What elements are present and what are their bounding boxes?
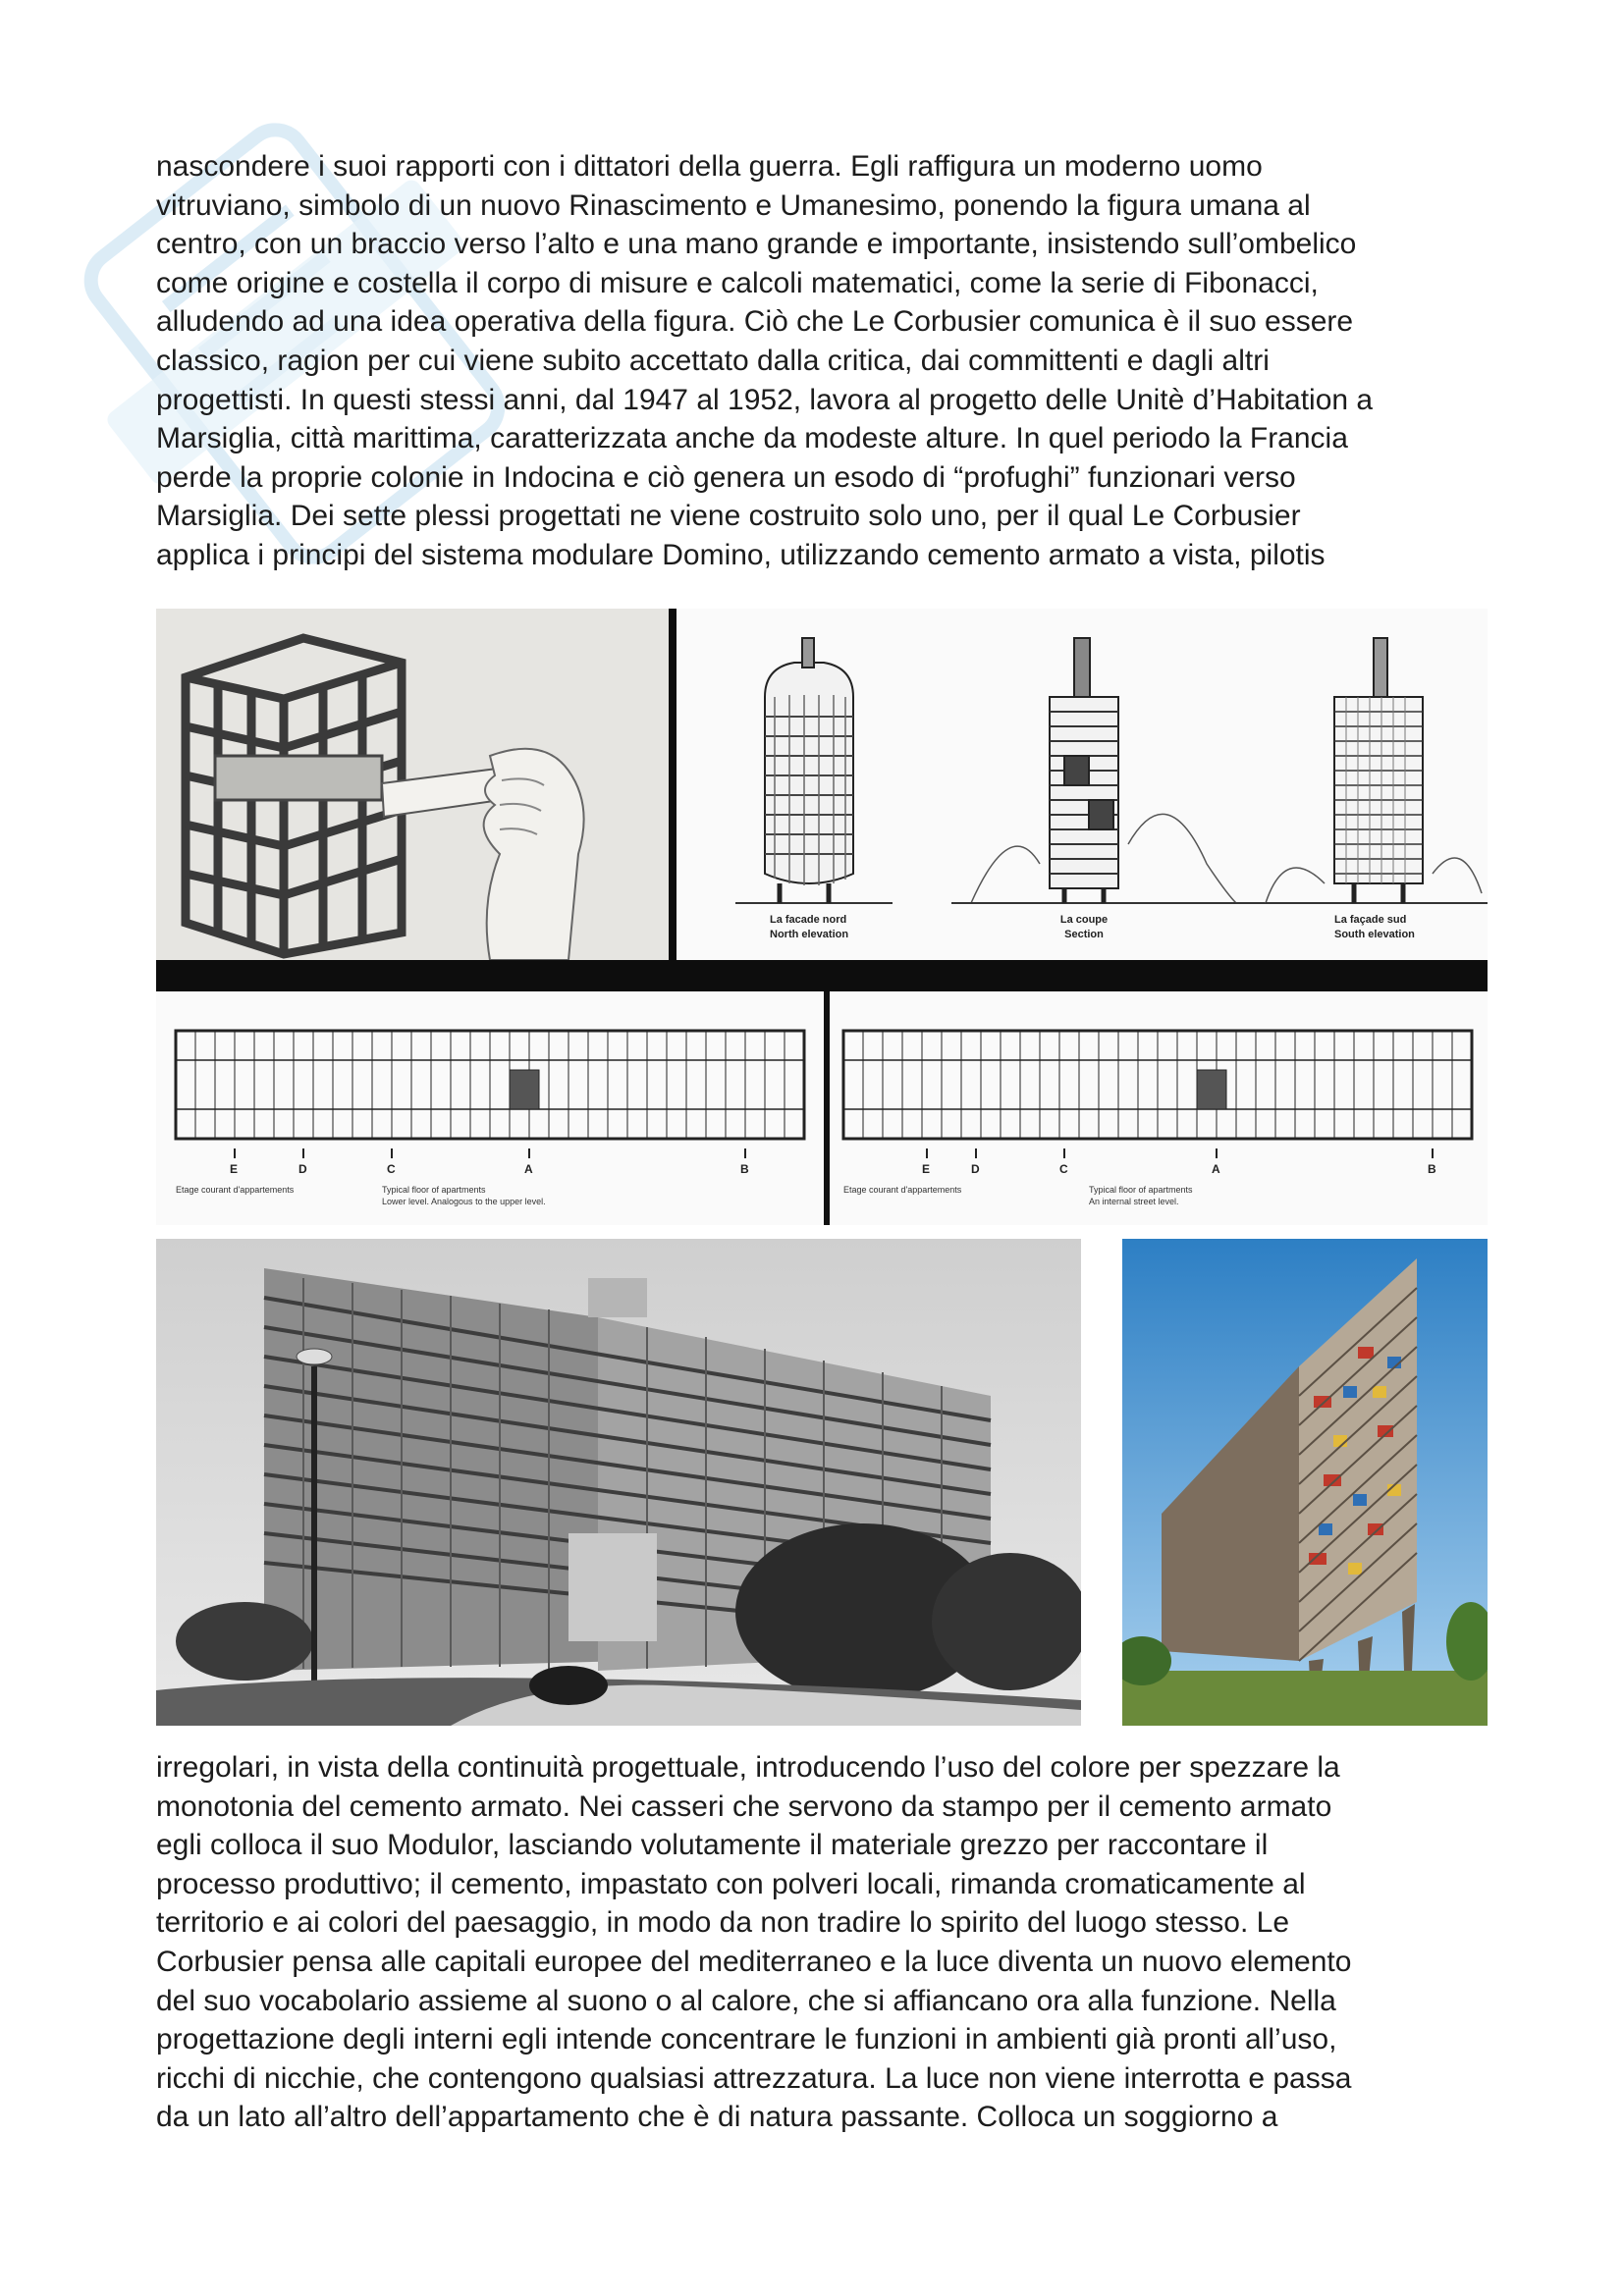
- text-line: alludendo ad una idea operativa della figura. Ciò che Le Corbusier comunica è il suo essere: [156, 305, 1354, 339]
- figure-band: [156, 960, 1488, 991]
- plan-left-caption-2: Typical floor of apartments: [382, 1185, 486, 1195]
- elevations-drawing: [677, 609, 1488, 960]
- text-line: progettisti. In questi stessi anni, dal 1947 al 1952, lavora al progetto delle Unitè d’Habitation a: [156, 383, 1374, 416]
- caption-section-en: Section: [1064, 929, 1104, 940]
- text-line: ricchi di nicchie, che contengono qualsiasi attrezzatura. La luce non viene interrotta e passa: [156, 2061, 1352, 2095]
- caption-south-fr: La façade sud: [1334, 914, 1407, 926]
- text-line: Marsiglia, città marittima, caratterizzata anche da modeste alture. In quel periodo la Francia: [156, 422, 1348, 455]
- plan-right-caption-1: Etage courant d'appartements: [843, 1185, 962, 1195]
- text-line: da un lato all’altro dell’appartamento che è di natura passante. Colloca un soggiorno a: [156, 2101, 1278, 2134]
- text-line: vitruviano, simbolo di un nuovo Rinascimento e Umanesimo, ponendo la figura umana al: [156, 188, 1311, 222]
- text-line: classico, ragion per cui viene subito accettato dalla critica, dai committenti e dagli altri: [156, 344, 1270, 377]
- paragraph-bottom: [156, 1748, 1491, 2137]
- model-photo: [156, 609, 669, 960]
- text-line: centro, con un braccio verso l’alto e una mano grande e importante, insistendo sull’ombelico: [156, 228, 1357, 261]
- building-photo-color: [1122, 1239, 1488, 1726]
- text-line: irregolari, in vista della continuità progettuale, introducendo l’uso del colore per spezzare la: [156, 1751, 1340, 1784]
- building-photo-bw: [156, 1239, 1081, 1726]
- text-line: processo produttivo; il cemento, impastato con polveri locali, rimanda cromaticamente al: [156, 1867, 1306, 1900]
- text-line: Marsiglia. Dei sette plessi progettati ne viene costruito solo uno, per il qual Le Corbusier: [156, 500, 1301, 533]
- text-line: territorio e ai colori del paesaggio, in modo da non tradire lo spirito del luogo stesso. Le: [156, 1906, 1290, 1940]
- caption-south-en: South elevation: [1334, 929, 1415, 940]
- caption-north-fr: La facade nord: [770, 914, 847, 926]
- floor-plans: [156, 991, 1488, 1225]
- plan-left-caption-3: Lower level. Analogous to the upper level.: [382, 1197, 546, 1206]
- text-line: Corbusier pensa alle capitali europee del mediterraneo e la luce diventa un nuovo elemento: [156, 1945, 1352, 1978]
- text-line: monotonia del cemento armato. Nei casseri che servono da stampo per il cemento armato: [156, 1789, 1332, 1823]
- text-line: nascondere i suoi rapporti con i dittatori della guerra. Egli raffigura un moderno uomo: [156, 150, 1263, 183]
- axis-label-b-left: B: [740, 1162, 749, 1176]
- axis-label-d-left: D: [298, 1162, 307, 1176]
- plan-right-caption-3: An internal street level.: [1089, 1197, 1179, 1206]
- plan-right-caption-2: Typical floor of apartments: [1089, 1185, 1193, 1195]
- axis-label-a-left: A: [524, 1162, 533, 1176]
- axis-label-e-right: E: [922, 1162, 931, 1176]
- text-line: perde la proprie colonie in Indocina e ciò genera un esodo di “profughi” funzionari verso: [156, 460, 1296, 494]
- paragraph-top: [156, 147, 1491, 575]
- axis-label-a-right: A: [1212, 1162, 1220, 1176]
- caption-north-en: North elevation: [770, 929, 849, 940]
- text-line: come origine e costella il corpo di misure e calcoli matematici, come la serie di Fibonacci,: [156, 266, 1319, 299]
- axis-label-c-left: C: [387, 1162, 396, 1176]
- axis-label-c-right: C: [1059, 1162, 1068, 1176]
- text-line: applica i principi del sistema modulare Domino, utilizzando cemento armato a vista, pilotis: [156, 538, 1326, 571]
- axis-label-e-left: E: [230, 1162, 239, 1176]
- text-line: del suo vocabolario assieme al suono o al calore, che si affiancano ora alla funzione. Nella: [156, 1984, 1336, 2017]
- figure-divider: [669, 609, 677, 960]
- text-line: egli colloca il suo Modulor, lasciando volutamente il materiale grezzo per raccontare il: [156, 1829, 1269, 1862]
- axis-label-d-right: D: [971, 1162, 980, 1176]
- axis-label-b-right: B: [1428, 1162, 1436, 1176]
- plan-left-caption-1: Etage courant d'appartements: [176, 1185, 295, 1195]
- text-line: progettazione degli interni egli intende concentrare le funzioni in ambienti già pronti all’uso,: [156, 2023, 1337, 2056]
- caption-section-fr: La coupe: [1059, 914, 1109, 926]
